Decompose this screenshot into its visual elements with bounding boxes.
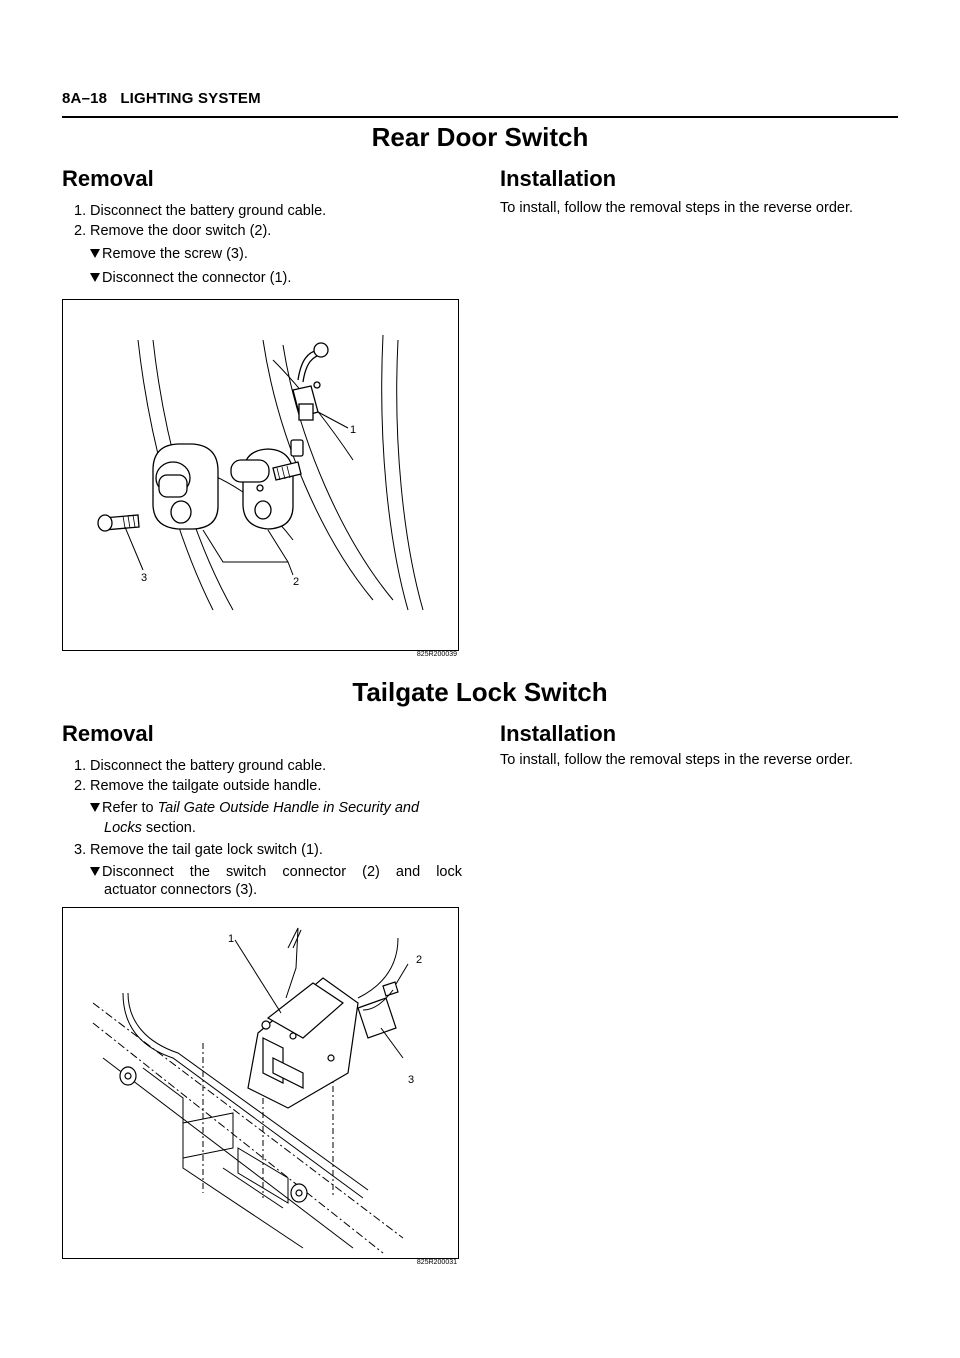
rear-door-switch-illustration: [63, 300, 458, 650]
figure-rear-door-switch: [62, 299, 459, 651]
callout-2: 2: [416, 954, 423, 966]
bullet-disconnect-connectors: [90, 862, 462, 882]
step-text: Remove the door switch (2).: [90, 223, 272, 239]
installation-text: To install, follow the removal steps in the reverse order.: [500, 200, 853, 216]
step-text: Remove the tail gate lock switch (1).: [90, 842, 323, 858]
figure-tailgate-lock-switch: [62, 907, 459, 1259]
removal-heading: Removal: [62, 166, 154, 191]
bullet-refer-to: [90, 798, 419, 818]
bullet-disconnect-connector: [90, 268, 291, 288]
callout-2: 2: [293, 576, 300, 588]
callout-3: 3: [408, 1074, 415, 1086]
bullet-triangle-icon: [90, 249, 100, 258]
figure-code: 825R200039: [416, 651, 457, 658]
installation-text: To install, follow the removal steps in the reverse order.: [500, 752, 853, 768]
bullet-disconnect-connectors-cont: actuator connectors (3).: [104, 882, 258, 898]
bullet-text: Disconnect the connector (1).: [102, 270, 292, 286]
step-3: [74, 840, 323, 860]
cross-reference-link[interactable]: Tail Gate Outside Handle in Security and: [157, 800, 420, 816]
bullet-text: section.: [141, 820, 196, 836]
step-number: 2.: [74, 223, 87, 239]
step-number: 1.: [74, 203, 87, 219]
callout-3: 3: [141, 572, 148, 584]
bullet-triangle-icon: [90, 803, 100, 812]
step-1: [74, 756, 326, 776]
bullet-triangle-icon: [90, 867, 100, 876]
step-number: 3.: [74, 842, 87, 858]
callout-1: 1: [228, 933, 235, 945]
section-title-rear-door-switch: Rear Door Switch: [371, 122, 589, 152]
step-text: Disconnect the battery ground cable.: [90, 758, 327, 774]
page-header: [62, 90, 261, 107]
step-text: Remove the tailgate outside handle.: [90, 778, 322, 794]
bullet-text: Disconnect the switch connector (2) and lock: [102, 864, 462, 880]
tailgate-lock-switch-illustration: [63, 908, 458, 1258]
step-text: Disconnect the battery ground cable.: [90, 203, 327, 219]
step-2: [74, 221, 271, 241]
cross-reference-link[interactable]: Locks: [104, 820, 142, 836]
bullet-remove-screw: [90, 244, 248, 264]
callout-1: 1: [350, 424, 357, 436]
step-number: 2.: [74, 778, 87, 794]
bullet-text: Remove the screw (3).: [102, 246, 248, 262]
installation-heading: Installation: [500, 166, 617, 191]
removal-heading: Removal: [62, 721, 154, 746]
bullet-refer-to-cont: [104, 818, 196, 838]
step-2: [74, 776, 321, 796]
section-name: LIGHTING SYSTEM: [120, 90, 261, 107]
installation-heading: Installation: [500, 721, 617, 746]
step-1: [74, 201, 326, 221]
bullet-triangle-icon: [90, 273, 100, 282]
header-rule: [62, 116, 898, 118]
section-title-tailgate-lock-switch: Tailgate Lock Switch: [352, 677, 608, 707]
figure-code: 825R200031: [416, 1259, 457, 1266]
page-ref: 8A–18: [62, 90, 108, 107]
bullet-text: Refer to: [102, 800, 158, 816]
step-number: 1.: [74, 758, 87, 774]
